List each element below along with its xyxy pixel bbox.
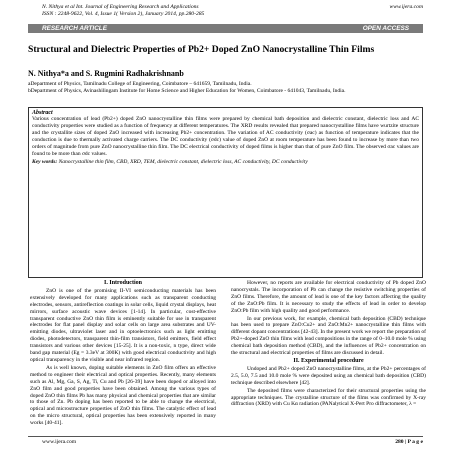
keywords-label: Key words:	[32, 158, 58, 165]
journal-website[interactable]: www.ijera.com	[389, 4, 423, 10]
open-access-label: OPEN ACCESS	[362, 24, 409, 32]
introduction-heading: I. Introduction	[104, 280, 142, 286]
keywords-text: Nanocrystalline thin film, CBD, XRD, TEM, dielectric constant, dielectric loss, AC conductivity, DC conductivity	[58, 158, 308, 165]
right-column	[231, 280, 426, 409]
experimental-paragraph-1: Undoped and Pb2+ doped ZnO nanocrystalline films, at the Pb2+ percentages of 2.5, 5.0, 7.5 and 10.0 mole % were deposited using an chemical bath deposition (CBD) technique described elsewhere [42].	[231, 365, 426, 386]
experimental-heading: II. Experimental procedure	[293, 357, 364, 364]
journal-line-2: ISSN : 2248-9622, Vol. 4, Issue 1( Version 2), January 2014, pp.280-285	[42, 11, 205, 17]
right-paragraph-2: In our previous work, for example, chemical bath deposition (CBD) technique has been used to prepare ZnO:Cu2+ and ZnO:Mn2+ nanocrystalline thin films with different dopant concentrations [42-43]. In the present work we report the preparation of Pb2+-doped ZnO thin films with lead compositions in the range of 0–10.0 mole % using chemical bath deposition method (CBD), and the influences of Pb2+ concentration on the structural and electrical properties of films are discussed in detail.	[231, 315, 426, 357]
abstract-text: Various concentration of lead (Pb2+) doped ZnO nanocrystalline thin films were prepared by chemical bath deposition and dielectric constant, dielectric loss and AC conductivity properties were studied as a function of frequency at different temperatures. The XRD results revealed that prepared nanocrystalline films have wurtzite structure and the crystallite sizes of doped ZnO increased with increasing Pb2+ concentration. The variation of AC conductivity (σac) as function of temperature indicates that the conduction is due to thermally activated charge carriers. The DC conductivity (σdc) value of doped ZnO at room temperature has been found to increase by more than two orders of magnitude from pure ZnO nanocrystalline thin film. The DC electrical conductivity of doped films is higher than that of pure ZnO film. The observed σac values are found to be more than σdc values.	[32, 116, 419, 158]
paper-title: Structural and Dielectric Properties of Pb2+ Doped ZnO Nanocrystalline Thin Films	[28, 44, 375, 55]
abstract-heading: Abstract	[32, 110, 53, 116]
intro-paragraph-1: ZnO is one of the promising II-VI semiconducting materials has been extensively developed for many applications such as transparent conducting electrodes, sensors, antireflection coatings in solar cells, liquid crystal displays, heat mirrors, surface acoustic wave devices [1-14]. In particular, cost-effective transparent conductive ZnO thin film is eminently suitable for use in transparent electrodes for flat panel display and solar cells on large area substrates and UV-emitting diodes, ultraviolet laser and in optoelectronics such as light emitting diodes, photodetectors, transparent thin-film transistors, field emitters, field effect transistors and various other devices [15-25]. It is a non-toxic, n type, direct wide band gap material (Eg = 3.3eV at 300K) with good electrical conductivity and high optical transparency in the visible and near infrared region.	[30, 287, 216, 363]
article-type-band	[28, 24, 423, 33]
experimental-paragraph-2: The deposited films were characterized for their structural properties using the appropriate techniques. The crystalline structure of the films was confirmed by X-ray diffraction (XRD) with Cu Kα radiation (PANalytical X-Pert Pro diffractometer, λ =	[231, 387, 426, 408]
paper-authors: N. Nithya*a and S. Rugmini Radhakrishnanb	[28, 69, 184, 78]
journal-line-1: N. Nithya et al Int. Journal of Engineering Research and Applications	[42, 4, 199, 10]
affiliation-b: bDepartment of Physics, Avinashilingam Institute for Home Science and Higher Education for Women, Coimbatore - 641043, Tamilnadu, India.	[28, 88, 346, 94]
page-number: 280 | P a g e	[395, 439, 423, 445]
keywords	[29, 159, 422, 166]
intro-paragraph-2: As is well known, doping suitable elements in ZnO film offers an effective method to engineer their electrical and optical properties. Recently, many elements such as Al, Mg, Ga, S, Ag, Ti, Cu and Pb [26-39] have been doped or alloyed into ZnO film and good properties have been obtained. Among the various types of doped ZnO thin films Pb has many physical and chemical properties that are similar to those of Zn. Pb doping has been reported to be able to change the electrical, optical and microstructure properties of ZnO thin films. The catalytic effect of lead on the micro structural, optical properties has been extensively reported in many works [40-41].	[30, 364, 216, 427]
research-article-label: RESEARCH ARTICLE	[42, 24, 107, 32]
abstract-box	[28, 107, 423, 278]
page-footer	[28, 436, 423, 447]
affiliations	[28, 81, 423, 95]
left-column	[30, 280, 216, 428]
footer-website[interactable]: www.ijera.com	[42, 439, 77, 445]
right-paragraph-1: However, no reports are available for electrical conductivity of Pb doped ZnO nanocrystals. The incorporation of Pb can change the resistive switching properties of ZnO films. Therefore, the amount of lead is one of the key factors affecting the quality of the ZnO:Pb film. It is necessary to study the effects of lead in order to develop ZnO:Pb film with high quality and good performance.	[231, 280, 426, 314]
affiliation-a: aDepartment of Physics, Tamilnadu College of Engineering, Coimbatore – 641659, Tamilnadu, India.	[28, 81, 252, 87]
